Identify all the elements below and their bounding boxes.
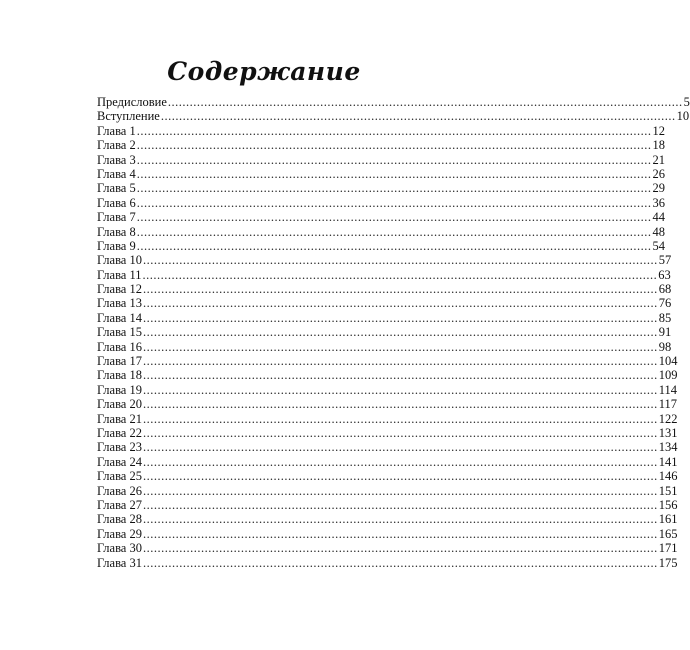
toc-entry-label: Глава 30 [97,541,142,556]
toc-entry-page-number: 117 [658,397,678,412]
toc-entry-label: Глава 8 [97,224,136,239]
toc-dot-leader: .............................................................................................................................................. [142,454,658,469]
toc-entry-label: Глава 22 [97,425,142,440]
toc-entry-page-number: 141 [658,454,678,469]
toc-entry-page-number: 161 [658,512,678,527]
toc-dot-leader: .............................................................................................................................................. [136,224,652,239]
toc-entry-page-number: 63 [658,267,671,282]
toc-entry-label: Глава 4 [97,166,136,181]
toc-entry [97,296,672,311]
toc-entry-page-number: 156 [658,497,678,512]
toc-entry [97,440,678,455]
toc-dot-leader: .............................................................................................................................................. [142,296,658,311]
toc-entry-label: Глава 11 [97,267,142,282]
toc-entry [97,282,672,297]
toc-entry-page-number: 134 [658,440,678,455]
toc-entry-page-number: 12 [652,123,665,138]
toc-entry-page-number: 175 [658,555,678,570]
toc-entry [97,195,665,210]
toc-entry-label: Глава 7 [97,210,136,225]
toc-entry-label: Глава 24 [97,454,142,469]
page-title: Содержание [167,57,361,86]
toc-entry-page-number: 18 [652,138,665,153]
toc-entry [97,555,678,570]
toc-entry-label: Глава 1 [97,123,136,138]
toc-entry-label: Вступление [97,109,160,124]
toc-entry-label: Глава 28 [97,512,142,527]
toc-dot-leader: .............................................................................................................................................. [167,95,683,109]
toc-entry-page-number: 171 [658,541,678,556]
toc-entry [97,310,672,325]
toc-entry-label: Глава 21 [97,411,142,426]
toc-entry-page-number: 57 [658,253,672,268]
toc-dot-leader: .............................................................................................................................................. [142,253,658,268]
toc-entry-page-number: 5 [683,95,690,109]
toc-entry [97,339,672,354]
toc-entry [97,109,690,124]
toc-entry-label: Глава 5 [97,181,136,196]
toc-dot-leader: .............................................................................................................................................. [142,526,658,541]
toc-entry [97,238,665,253]
toc-entry [97,541,678,556]
toc-entry [97,325,672,340]
toc-dot-leader: .............................................................................................................................................. [142,397,658,412]
toc-entry-label: Глава 16 [97,339,142,354]
toc-entry [97,253,672,268]
toc-entry [97,138,665,153]
toc-entry [97,454,678,469]
toc-dot-leader: .............................................................................................................................................. [136,210,652,225]
toc-entry-label: Глава 13 [97,296,142,311]
toc-dot-leader: .............................................................................................................................................. [142,411,658,426]
toc-entry [97,368,678,383]
toc-entry-label: Глава 26 [97,483,142,498]
toc-entry-page-number: 10 [676,109,690,124]
toc-entry [97,469,678,484]
toc-entry-label: Глава 14 [97,310,142,325]
toc-entry [97,152,665,167]
toc-entry [97,166,665,181]
toc-entry-page-number: 165 [658,526,678,541]
toc-entry-page-number: 114 [658,382,678,397]
toc-dot-leader: .............................................................................................................................................. [160,109,676,124]
toc-entry-page-number: 26 [652,166,665,181]
toc-entry-page-number: 98 [658,339,672,354]
toc-entry-label: Глава 2 [97,138,136,153]
toc-dot-leader: .............................................................................................................................................. [142,368,658,383]
toc-entry-label: Глава 18 [97,368,142,383]
toc-dot-leader: .............................................................................................................................................. [142,497,658,512]
toc-dot-leader: .............................................................................................................................................. [142,512,658,527]
toc-entry [97,512,678,527]
toc-dot-leader: .............................................................................................................................................. [136,195,652,210]
toc-entry [97,95,690,109]
toc-entry-page-number: 48 [652,224,665,239]
toc-entry [97,267,671,282]
toc-entry-label: Глава 20 [97,397,142,412]
toc-dot-leader: .............................................................................................................................................. [142,267,658,282]
toc-dot-leader: .............................................................................................................................................. [142,425,658,440]
toc-entry [97,210,665,225]
toc-entry-page-number: 122 [658,411,678,426]
toc-dot-leader: .............................................................................................................................................. [136,138,652,153]
toc-entry-label: Глава 9 [97,238,136,253]
toc-entry [97,411,678,426]
toc-dot-leader: .............................................................................................................................................. [142,354,658,369]
toc-entry-page-number: 151 [658,483,678,498]
toc-entry-label: Глава 15 [97,325,142,340]
toc-entry-label: Глава 19 [97,382,142,397]
toc-entry [97,483,678,498]
toc-entry-page-number: 21 [652,152,665,167]
toc-dot-leader: .............................................................................................................................................. [142,282,658,297]
toc-entry-page-number: 109 [658,368,678,383]
toc-dot-leader: .............................................................................................................................................. [136,238,652,253]
toc-entry [97,181,665,196]
toc-entry-label: Глава 27 [97,497,142,512]
toc-entry-page-number: 85 [658,310,672,325]
toc-entry-label: Глава 17 [97,354,142,369]
toc-entry-label: Глава 25 [97,469,142,484]
toc-dot-leader: .............................................................................................................................................. [142,440,658,455]
toc-dot-leader: .............................................................................................................................................. [142,483,658,498]
toc-dot-leader: .............................................................................................................................................. [136,166,652,181]
toc-entry-label: Глава 23 [97,440,142,455]
toc-dot-leader: .............................................................................................................................................. [142,541,658,556]
toc-dot-leader: .............................................................................................................................................. [136,123,652,138]
toc-entry [97,224,665,239]
toc-entry-label: Глава 6 [97,195,136,210]
toc-entry-page-number: 54 [652,238,665,253]
toc-dot-leader: .............................................................................................................................................. [142,339,658,354]
toc-entry-label: Глава 31 [97,555,142,570]
toc-entry-page-number: 29 [652,181,665,196]
toc-entry-page-number: 91 [658,325,672,340]
toc-entry-label: Глава 10 [97,253,142,268]
toc-entry [97,497,678,512]
toc-entry-page-number: 44 [652,210,665,225]
toc-entry-page-number: 131 [658,425,678,440]
toc-dot-leader: .............................................................................................................................................. [142,382,658,397]
toc-entry [97,382,678,397]
toc-entry [97,123,665,138]
toc-dot-leader: .............................................................................................................................................. [136,152,652,167]
toc-entry-page-number: 104 [658,354,678,369]
table-of-contents [97,95,690,570]
toc-dot-leader: .............................................................................................................................................. [136,181,652,196]
toc-entry-label: Предисловие [97,95,167,109]
toc-entry-page-number: 36 [652,195,665,210]
toc-entry [97,354,678,369]
toc-dot-leader: .............................................................................................................................................. [142,310,658,325]
toc-entry-page-number: 68 [658,282,672,297]
toc-entry-label: Глава 3 [97,152,136,167]
toc-dot-leader: .............................................................................................................................................. [142,555,658,570]
toc-entry-page-number: 76 [658,296,672,311]
toc-dot-leader: .............................................................................................................................................. [142,469,658,484]
toc-entry [97,397,678,412]
toc-entry [97,425,678,440]
toc-dot-leader: .............................................................................................................................................. [142,325,658,340]
toc-entry-page-number: 146 [658,469,678,484]
toc-entry-label: Глава 12 [97,282,142,297]
toc-entry [97,526,678,541]
toc-entry-label: Глава 29 [97,526,142,541]
